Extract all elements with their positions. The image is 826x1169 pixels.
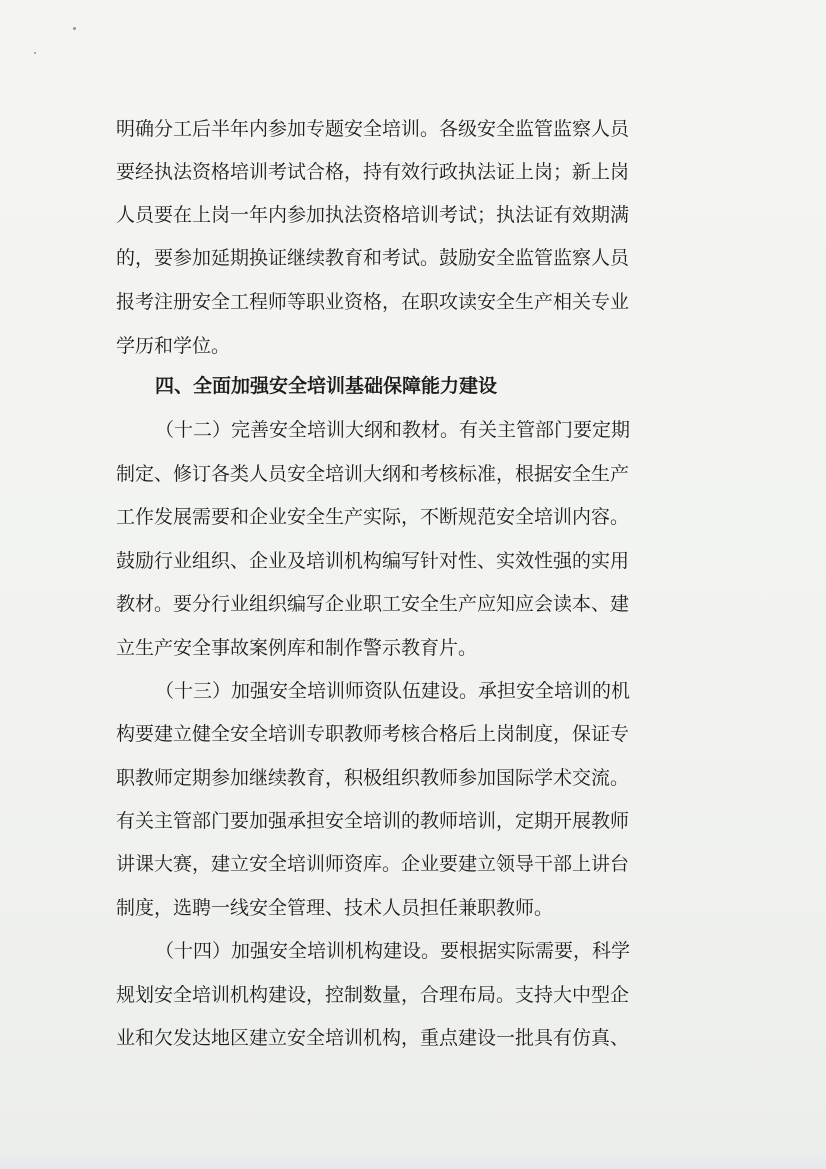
body-line: 要经执法资格培训考试合格，持有效行政执法证上岗；新上岗 [116, 161, 630, 183]
body-line: （十二）完善安全培训大纲和教材。有关主管部门要定期 [155, 419, 631, 441]
body-line: 明确分工后半年内参加专题安全培训。各级安全监管监察人员 [116, 118, 630, 140]
body-line: 的，要参加延期换证继续教育和考试。鼓励安全监管监察人员 [116, 247, 630, 269]
body-line: 工作发展需要和企业安全生产实际，不断规范安全培训内容。 [116, 506, 630, 528]
body-line: 人员要在上岗一年内参加执法资格培训考试；执法证有效期满 [116, 204, 630, 226]
body-line: 教材。要分行业组织编写企业职工安全生产应知应会读本、建 [116, 593, 630, 615]
body-line: 制定、修订各类人员安全培训大纲和考核标准，根据安全生产 [116, 463, 630, 485]
body-line: 制度，选聘一线安全管理、技术人员担任兼职教师。 [116, 897, 554, 919]
body-line: （十四）加强安全培训机构建设。要根据实际需要，科学 [155, 940, 631, 962]
scan-speck [34, 52, 36, 54]
body-line: 讲课大赛，建立安全培训师资库。企业要建立领导干部上讲台 [116, 853, 630, 875]
body-line: （十三）加强安全培训师资队伍建设。承担安全培训的机 [155, 680, 631, 702]
body-line: 构要建立健全安全培训专职教师考核合格后上岗制度，保证专 [116, 723, 630, 745]
scanner-edge [0, 1151, 826, 1169]
scan-speck [73, 27, 76, 30]
body-line: 有关主管部门要加强承担安全培训的教师培训，定期开展教师 [116, 810, 630, 832]
body-line: 职教师定期参加继续教育，积极组织教师参加国际学术交流。 [116, 767, 630, 789]
section-heading: 四、全面加强安全培训基础保障能力建设 [155, 375, 498, 397]
body-line: 学历和学位。 [116, 335, 231, 357]
body-line: 规划安全培训机构建设，控制数量，合理布局。支持大中型企 [116, 984, 630, 1006]
body-line: 鼓励行业组织、企业及培训机构编写针对性、实效性强的实用 [116, 550, 630, 572]
body-line: 业和欠发达地区建立安全培训机构，重点建设一批具有仿真、 [116, 1027, 630, 1049]
body-line: 立生产安全事故案例库和制作警示教育片。 [116, 637, 478, 659]
body-line: 报考注册安全工程师等职业资格，在职攻读安全生产相关专业 [116, 291, 630, 313]
